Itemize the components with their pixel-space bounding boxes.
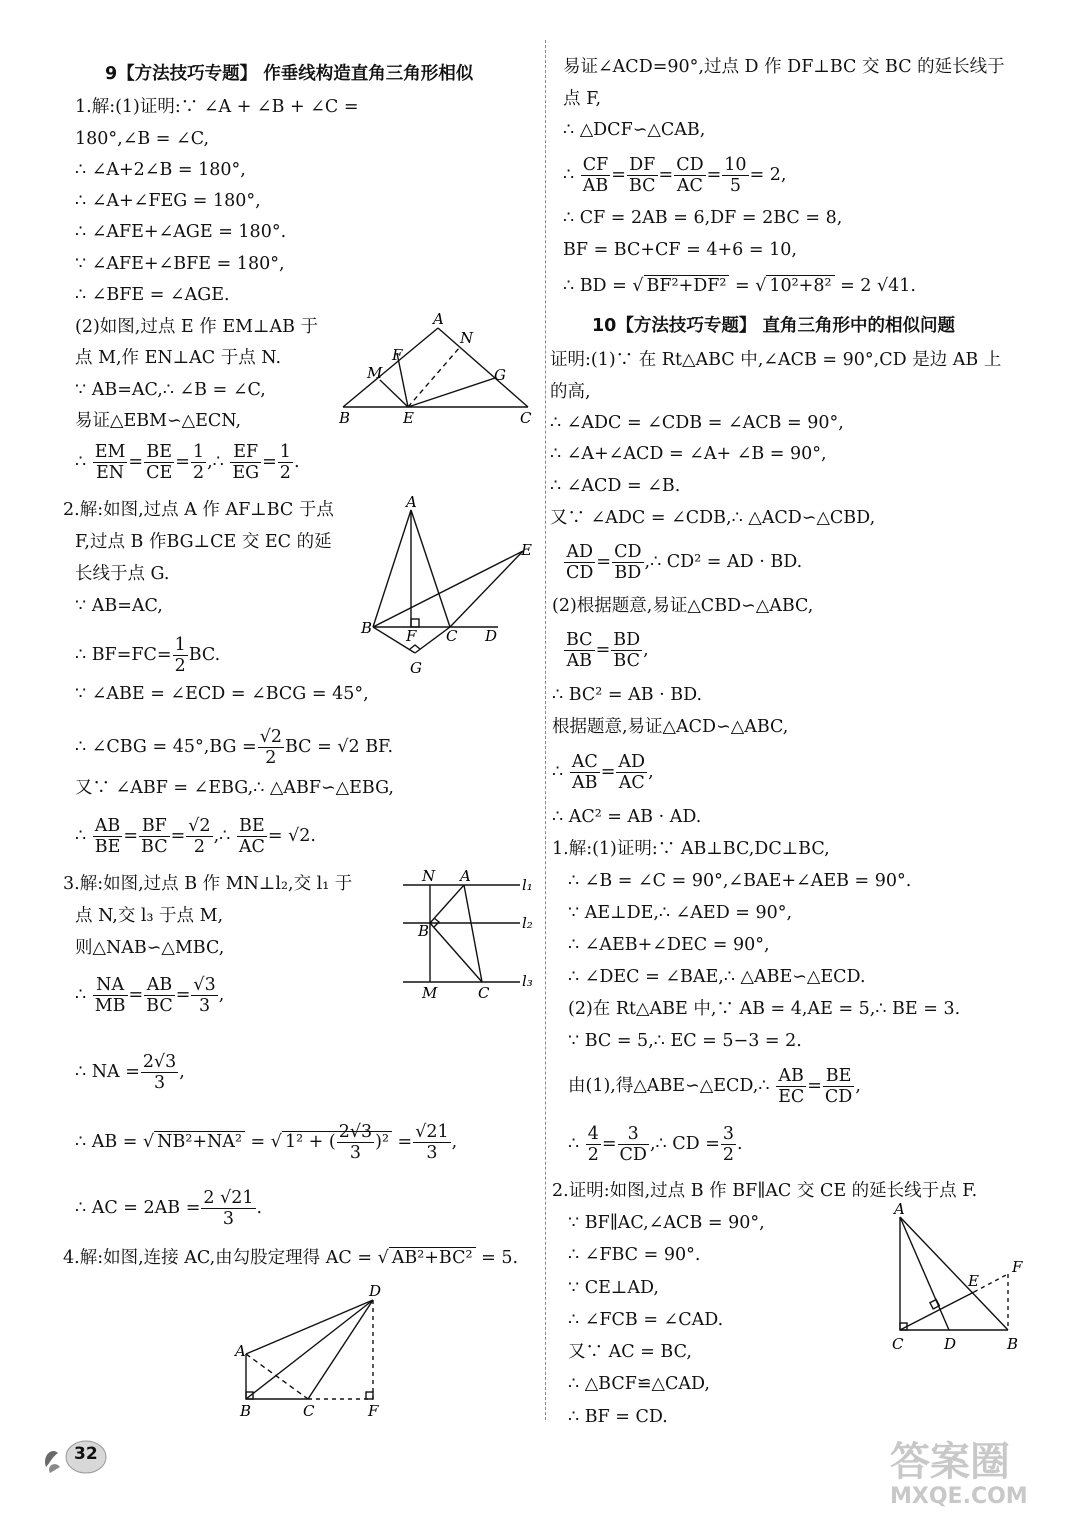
text-line: ∵ AE⊥DE,∴ ∠AED = 90°, [568, 903, 793, 923]
svg-text:F: F [1012, 1258, 1023, 1276]
formula-line: ∴ AC = 2AB = $\frac{2 √21}{3}$ . [75, 1188, 263, 1229]
svg-text:E: E [521, 541, 532, 559]
text-line: 3.解:如图,过点 B 作 MN⊥l₂,交 l₁ 于 [63, 874, 353, 894]
figure-triangle-1 [335, 310, 535, 430]
svg-text:l₃: l₃ [522, 972, 533, 990]
svg-text:C: C [520, 409, 532, 427]
text-line: ∴ △DCF∽△CAB, [563, 120, 706, 140]
svg-text:D: D [369, 1282, 382, 1300]
svg-text:M: M [367, 364, 383, 382]
page-number: 32 [74, 1444, 98, 1464]
text-line: ∴ ∠ADC = ∠CDB = ∠ACB = 90°, [550, 413, 844, 433]
svg-text:E: E [968, 1272, 979, 1290]
svg-text:D: D [944, 1335, 957, 1353]
svg-text:B: B [361, 619, 373, 637]
svg-text:B: B [339, 409, 351, 427]
svg-text:N: N [422, 868, 436, 885]
text-line: 点 M,作 EN⊥AC 于点 N. [75, 348, 282, 368]
text-line: ∴ ∠DEC = ∠BAE,∴ △ABE∽△ECD. [568, 967, 866, 987]
formula-line: ∴ $\frac{AC}{AB}$ = $\frac{AD}{AC}$ , [552, 752, 654, 793]
svg-text:l₁: l₁ [522, 876, 533, 894]
formula-line: 4.解:如图,连接 AC,由勾股定理得 AC = √ AB²+BC² = 5. [63, 1248, 519, 1268]
svg-text:F: F [392, 346, 403, 364]
formula-line: $\frac{BC}{AB}$ = $\frac{BD}{BC}$ , [566, 630, 649, 671]
formula-line: ∴ $\frac{4}{2}$ = $\frac{3}{CD}$ ,∴ CD = $\frac{3}{2}$ . [568, 1124, 743, 1165]
svg-text:A: A [433, 310, 444, 328]
figure-parallel-lines [398, 868, 543, 1003]
text-line: 易证△EBM∽△ECN, [75, 411, 242, 431]
text-line: ∴ ∠AEB+∠DEC = 90°, [568, 935, 770, 955]
text-line: ∴ ∠A+∠FEG = 180°, [75, 191, 261, 211]
text-line: ∴ ∠ACD = ∠B. [550, 476, 681, 496]
text-line: 180°,∠B = ∠C, [75, 129, 210, 149]
svg-text:G: G [410, 659, 422, 677]
svg-text:N: N [460, 329, 474, 347]
svg-text:A: A [460, 868, 471, 885]
text-line: 点 N,交 l₃ 于点 M, [75, 906, 224, 926]
formula-line: $\frac{AD}{CD}$ = $\frac{CD}{BD}$ ,∴ CD² = AD · BD. [566, 542, 803, 583]
text-line: ∴ ∠AFE+∠AGE = 180°. [75, 222, 287, 242]
text-line: 2.证明:如图,过点 B 作 BF∥AC 交 CE 的延长线于点 F. [552, 1181, 978, 1201]
text-line: ∵ CE⊥AD, [568, 1278, 659, 1298]
text-line: ∴ ∠BFE = ∠AGE. [75, 285, 230, 305]
text-line: ∵ BC = 5,∴ EC = 5−3 = 2. [568, 1031, 802, 1051]
formula-line: ∴ BD = √ BF²+DF² = √ 10²+8² = 2 √41. [563, 276, 916, 296]
svg-text:D: D [485, 627, 498, 645]
text-line: ∴ ∠FBC = 90°. [568, 1245, 701, 1265]
svg-text:M: M [422, 984, 438, 1002]
svg-text:A: A [235, 1342, 246, 1360]
text-line: 又∵ ∠ABF = ∠EBG,∴ △ABF∽△EBG, [75, 778, 394, 798]
svg-text:C: C [892, 1335, 904, 1353]
formula-line: ∴ NA = $\frac{2√3}{3}$ , [75, 1052, 185, 1093]
text-line: 又∵ ∠ADC = ∠CDB,∴ △ACD∽△CBD, [550, 508, 876, 528]
svg-text:B: B [418, 922, 430, 940]
svg-text:A: A [406, 495, 417, 511]
text-line: 点 F, [563, 89, 602, 109]
formula-line: ∴ ∠CBG = 45°,BG = $\frac{√2}{2}$ BC = √2 BF. [75, 727, 394, 768]
page-number-badge [40, 1437, 108, 1477]
svg-text:A: A [894, 1202, 905, 1218]
text-line: ∴ AC² = AB · AD. [552, 807, 702, 827]
formula-line: ∴ $\frac{AB}{BE}$ = $\frac{BF}{BC}$ = $\frac{√2}{2}$ ,∴ $\frac{BE}{AC}$ = √2. [75, 816, 316, 857]
figure-right-triangle [880, 1202, 1040, 1362]
svg-text:B: B [1007, 1335, 1019, 1353]
text-line: ∵ ∠ABE = ∠ECD = ∠BCG = 45°, [75, 684, 369, 704]
svg-text:C: C [303, 1402, 315, 1420]
text-line: 则△NAB∽△MBC, [75, 938, 225, 958]
text-line: (2)在 Rt△ABE 中,∵ AB = 4,AE = 5,∴ BE = 3. [568, 999, 961, 1019]
text-line: BF = BC+CF = 4+6 = 10, [563, 240, 797, 260]
text-line: 1.解:(1)证明:∵ AB⊥BC,DC⊥BC, [552, 839, 830, 859]
text-line: ∵ AB=AC, [75, 596, 163, 616]
formula-line: ∴ AB = √ NB²+NA² = √ 1² + ( $\frac{2√3}{3}$ )² = $\frac{√21}{3}$ , [75, 1122, 458, 1163]
text-line: F,过点 B 作BG⊥CE 交 EC 的延 [75, 532, 332, 552]
text-line: ∴ CF = 2AB = 6,DF = 2BC = 8, [563, 208, 843, 228]
formula-line: ∴ $\frac{CF}{AB}$ = $\frac{DF}{BC}$ = $\frac{CD}{AC}$ = $\frac{10}{5}$ = 2, [563, 155, 787, 196]
column-divider [545, 40, 546, 1420]
text-line: ∴ ∠B = ∠C = 90°,∠BAE+∠AEB = 90°. [568, 871, 912, 891]
text-line: 的高, [550, 382, 591, 402]
heading-9: 9【方法技巧专题】 作垂线构造直角三角形相似 [105, 64, 474, 84]
text-line: ∴ BC² = AB · BD. [552, 685, 703, 705]
text-line: ∵ BF∥AC,∠ACB = 90°, [568, 1213, 765, 1233]
text-line: ∴ BF = CD. [568, 1407, 668, 1427]
text-line: ∵ ∠AFE+∠BFE = 180°, [75, 254, 285, 274]
text-line: (2)如图,过点 E 作 EM⊥AB 于 [75, 317, 319, 337]
formula-line: ∴ $\frac{EM}{EN}$ = $\frac{BE}{CE}$ = $\frac{1}{2}$ ,∴ $\frac{EF}{EG}$ = $\frac{1}{2}$ . [75, 442, 300, 483]
text-line: ∴ △BCF≌△CAD, [568, 1374, 710, 1394]
svg-text:G: G [494, 366, 506, 384]
formula-line: 由(1),得△ABE∽△ECD,∴ $\frac{AB}{EC}$ = $\frac{BE}{CD}$ , [568, 1066, 861, 1107]
watermark: 答案圈 MXQE.COM [890, 1439, 1028, 1509]
formula-line: ∴ BF=FC= $\frac{1}{2}$ BC. [75, 635, 221, 676]
text-line: 2.解:如图,过点 A 作 AF⊥BC 于点 [63, 500, 334, 520]
figure-triangle-2 [355, 495, 540, 680]
text-line: ∴ ∠A+2∠B = 180°, [75, 160, 246, 180]
svg-text:B: B [240, 1402, 252, 1420]
text-line: ∵ AB=AC,∴ ∠B = ∠C, [75, 380, 266, 400]
text-line: 根据题意,易证△ACD∽△ABC, [552, 717, 789, 737]
text-line: 又∵ AC = BC, [568, 1342, 692, 1362]
figure-quadrilateral [228, 1282, 398, 1422]
text-line: 证明:(1)∵ 在 Rt△ABC 中,∠ACB = 90°,CD 是边 AB 上 [550, 350, 1002, 370]
svg-text:C: C [446, 627, 458, 645]
text-line: ∴ ∠FCB = ∠CAD. [568, 1310, 724, 1330]
text-line: 1.解:(1)证明:∵ ∠A + ∠B + ∠C = [75, 97, 359, 117]
svg-text:C: C [478, 984, 490, 1002]
svg-text:F: F [406, 627, 417, 645]
svg-text:l₂: l₂ [522, 914, 533, 932]
text-line: (2)根据题意,易证△CBD∽△ABC, [552, 596, 814, 616]
svg-text:F: F [368, 1402, 379, 1420]
svg-text:E: E [403, 409, 414, 427]
heading-10: 10【方法技巧专题】 直角三角形中的相似问题 [592, 316, 955, 336]
text-line: 长线于点 G. [75, 564, 170, 584]
text-line: 易证∠ACD=90°,过点 D 作 DF⊥BC 交 BC 的延长线于 [563, 57, 1005, 77]
formula-line: ∴ $\frac{NA}{MB}$ = $\frac{AB}{BC}$ = $\frac{√3}{3}$ , [75, 975, 225, 1016]
text-line: ∴ ∠A+∠ACD = ∠A+ ∠B = 90°, [550, 444, 827, 464]
